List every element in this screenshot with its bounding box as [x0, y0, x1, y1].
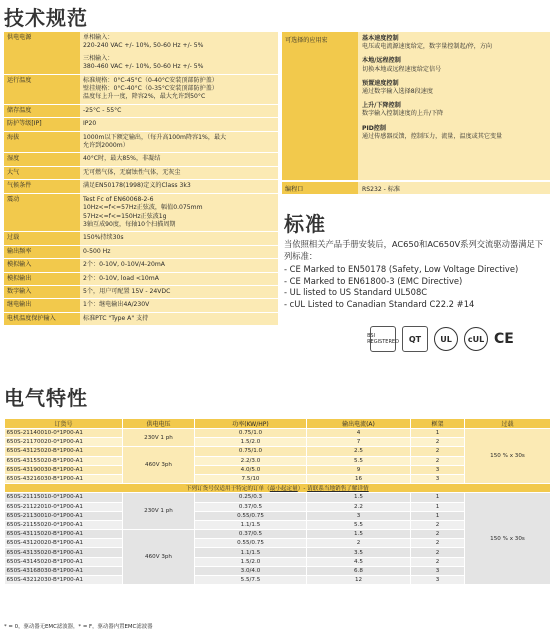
electrical-heading: 电气特性	[4, 386, 88, 410]
spec-value	[80, 153, 278, 166]
column-header: 订货号	[5, 419, 123, 429]
spec-key: 继电输出	[4, 299, 80, 312]
order-code-cell: 650S-43135020-B*1P00-A1	[5, 548, 123, 557]
power-cell: 1.1/1.5	[195, 548, 307, 557]
control-macro-title: 预置速度控制	[362, 79, 399, 87]
spec-value-line: -25°C - 55°C	[83, 106, 122, 114]
spec-value-line: 满足EN50178(1998)定义的Class 3k3	[83, 182, 191, 190]
spec-value-line: 2个：0-10V, 0-10V/4-20mA	[83, 261, 165, 269]
spec-row	[4, 104, 278, 117]
frame-cell: 2	[411, 438, 465, 447]
standard-item: - CE Marked to EN61800-3 (EMC Directive)	[284, 275, 463, 286]
supply-voltage-cell: 460V 3ph	[123, 530, 195, 585]
frame-cell: 2	[411, 548, 465, 557]
standards-intro: 当依照相关产品手册安装后，AC650和AC650V系列交流驱动器满足下列标准：	[284, 239, 544, 261]
current-cell: 2.5	[307, 447, 411, 456]
current-cell: 2	[307, 539, 411, 548]
control-macro-desc: 切换本地或远程速度给定信号	[362, 65, 442, 73]
frame-cell: 2	[411, 447, 465, 456]
spec-key: 数字输入	[4, 285, 80, 298]
power-cell: 7.5/10	[195, 474, 307, 483]
spec-value	[80, 299, 278, 312]
spec-key: 输出频率	[4, 245, 80, 258]
power-cell: 2.2/3.0	[195, 456, 307, 465]
note-text: 下列订货号仅适用于特定的订单（	[185, 486, 270, 493]
order-code-cell: 650S-21140010-0*1P00-A1	[5, 429, 123, 438]
order-code-cell: 650S-43155020-B*1P00-A1	[5, 456, 123, 465]
spec-value-line: Test Fc of EN60068-2-6	[83, 195, 154, 203]
frame-cell: 2	[411, 520, 465, 529]
frame-cell: 2	[411, 557, 465, 566]
power-cell: 4.0/5.0	[195, 465, 307, 474]
spec-row	[4, 312, 278, 325]
spec-row	[4, 180, 278, 193]
footnote: * = 0，驱动器无EMC滤波器，* = F，驱动器内置EMC滤波器	[4, 624, 153, 630]
current-cell: 6.8	[307, 566, 411, 575]
spec-value-line: 57Hz<=f<=150Hz正弦波1g	[83, 212, 167, 220]
min-order-link[interactable]: 最小起定量	[269, 486, 298, 493]
current-cell: 1.5	[307, 530, 411, 539]
current-cell: 12	[307, 576, 411, 585]
spec-row	[4, 299, 278, 312]
order-code-cell: 650S-43190030-B*1P00-A1	[5, 465, 123, 474]
spec-key: 供电电源	[4, 32, 80, 74]
spec-value-line: 三相输入：	[83, 54, 114, 62]
spec-value	[80, 180, 278, 193]
power-cell: 0.37/0.5	[195, 530, 307, 539]
control-macro-item	[362, 80, 546, 96]
current-cell: 16	[307, 474, 411, 483]
spec-value-line: 无可燃气体，无腐蚀性气体，无灰尘	[83, 168, 181, 176]
contact-sales-link[interactable]: 请联系当地销售了解详情	[307, 486, 369, 493]
current-cell: 2.2	[307, 502, 411, 511]
spec-value	[80, 131, 278, 153]
overload-cell: 150 % x 30s	[465, 429, 551, 484]
spec-value-line: 1000m以下额定输出，（每升高100m降容1%，最大	[83, 133, 227, 141]
column-header: 输出电流(A)	[307, 419, 411, 429]
power-cell: 3.0/4.0	[195, 566, 307, 575]
column-header: 功率(KW/HP)	[195, 419, 307, 429]
current-cell: 3	[307, 511, 411, 520]
qt-logo: QT	[402, 326, 428, 352]
spec-row	[4, 166, 278, 179]
supply-voltage-cell: 230V 1 ph	[123, 493, 195, 530]
spec-row	[4, 74, 278, 104]
spec-row	[4, 245, 278, 258]
order-code-cell: 650S-21170020-0*1P00-A1	[5, 438, 123, 447]
current-cell: 9	[307, 465, 411, 474]
frame-cell: 2	[411, 539, 465, 548]
power-cell: 0.37/0.5	[195, 502, 307, 511]
frame-cell: 3	[411, 465, 465, 474]
spec-value	[80, 245, 278, 258]
spec-value-line: 220-240 VAC +/- 10%, 50-60 Hz +/- 5%	[83, 42, 204, 50]
frame-cell: 1	[411, 429, 465, 438]
spec-value-line: 单相输入：	[83, 34, 114, 41]
frame-cell: 3	[411, 566, 465, 575]
spec-key: 模拟输入	[4, 259, 80, 272]
spec-row	[4, 153, 278, 166]
spec-key: 模拟输出	[4, 272, 80, 285]
control-macro-desc: 通过传感器反馈，控制压力，流量，温度或其它变量	[362, 132, 503, 140]
order-code-cell: 650S-43115020-B*1P00-A1	[5, 530, 123, 539]
spec-key: 气候条件	[4, 180, 80, 193]
frame-cell: 2	[411, 530, 465, 539]
standard-item: - cUL Listed to Canadian Standard C22.2 #14	[284, 298, 475, 309]
power-cell: 5.5/7.5	[195, 576, 307, 585]
electrical-table	[4, 418, 551, 585]
spec-table	[4, 32, 278, 326]
spec-value-line: 壁挂规格：0°C-40°C（0-35°C安装顶部防护盖）	[83, 85, 218, 93]
frame-cell: 3	[411, 576, 465, 585]
spec-value	[80, 32, 278, 74]
spec-row	[4, 118, 278, 131]
table-row	[5, 493, 551, 502]
spec-key: 湿度	[4, 153, 80, 166]
spec-value	[80, 104, 278, 117]
control-macros-list	[358, 32, 550, 180]
spec-value-line: IP20	[83, 120, 97, 128]
control-macros-box	[282, 32, 550, 180]
spec-row	[4, 272, 278, 285]
programming-port-label: 编程口	[282, 182, 358, 194]
spec-key: 储存温度	[4, 104, 80, 117]
current-cell: 4.5	[307, 557, 411, 566]
supply-voltage-cell: 230V 1 ph	[123, 429, 195, 447]
column-header: 过载	[465, 419, 551, 429]
control-macro-title: 本地/远程控制	[362, 57, 401, 65]
spec-value	[80, 259, 278, 272]
standards-list	[284, 264, 550, 310]
spec-value	[80, 312, 278, 325]
control-macro-desc: 数字输入控制速度的上升/下降	[362, 110, 444, 118]
spec-row	[4, 259, 278, 272]
spec-key: 运行温度	[4, 74, 80, 104]
frame-cell: 2	[411, 456, 465, 465]
spec-key: 防护等级[IP]	[4, 118, 80, 131]
spec-value	[80, 166, 278, 179]
order-code-cell: 650S-43125020-B*1P00-A1	[5, 447, 123, 456]
current-cell: 7	[307, 438, 411, 447]
control-macro-item	[362, 35, 546, 51]
control-macro-desc: 电压或电流源速度给定，数字量控制起/停，方向	[362, 43, 493, 51]
supply-voltage-cell: 460V 3ph	[123, 447, 195, 484]
current-cell: 5.5	[307, 520, 411, 529]
spec-value-line: 150%持续30s	[83, 234, 124, 242]
spec-value-line: 允许到2000m）	[83, 142, 129, 150]
order-note	[5, 484, 551, 493]
control-macro-desc: 通过数字输入选择8段速度	[362, 88, 433, 96]
control-macro-title: 上升/下降控制	[362, 102, 401, 110]
standard-item: - UL listed to US Standard UL508C	[284, 287, 428, 297]
spec-value-line: 2个：0-10V, load <10mA	[83, 274, 159, 282]
control-macro-item	[362, 102, 546, 118]
spec-row	[4, 285, 278, 298]
ce-logo: CE	[494, 331, 514, 347]
programming-port-row	[282, 182, 550, 194]
order-code-cell: 650S-43145020-B*1P00-A1	[5, 557, 123, 566]
bsi-registered-logo: BSI REGISTERED	[370, 326, 396, 352]
spec-value-line: 5个，用户可配置 15V - 24VDC	[83, 287, 171, 295]
spec-value	[80, 285, 278, 298]
order-code-cell: 650S-43216030-B*1P00-A1	[5, 474, 123, 483]
spec-value-line: 380-460 VAC +/- 10%, 50-60 Hz +/- 5%	[83, 63, 204, 71]
control-macro-item	[362, 57, 546, 73]
order-code-cell: 650S-21122010-0*1P00-A1	[5, 502, 123, 511]
spec-value-line: 10Hz<=f<=57Hz正弦波，幅值0.075mm	[83, 204, 203, 212]
power-cell: 0.55/0.75	[195, 511, 307, 520]
power-cell: 1.5/2.0	[195, 557, 307, 566]
order-code-cell: 650S-21155020-0*1P00-A1	[5, 520, 123, 529]
spec-key: 大气	[4, 166, 80, 179]
ul-listed-logo: UL	[434, 327, 458, 351]
spec-key: 海拔	[4, 131, 80, 153]
spec-value-line: 标准规格：0°C-45°C（0-40°C安装顶部防护盖）	[83, 76, 218, 84]
current-cell: 3.5	[307, 548, 411, 557]
spec-row	[4, 232, 278, 245]
spec-value-line: 标准PTC "Type A" 支持	[83, 314, 149, 322]
current-cell: 4	[307, 429, 411, 438]
frame-cell: 3	[411, 474, 465, 483]
order-code-cell: 650S-43120020-B*1P00-A1	[5, 539, 123, 548]
spec-value-line: 0-500 Hz	[83, 247, 111, 255]
certification-logos	[367, 322, 514, 356]
cul-listed-logo: cUL	[464, 327, 488, 351]
standards-heading: 标准	[284, 212, 326, 236]
spec-key: 过载	[4, 232, 80, 245]
frame-cell: 1	[411, 511, 465, 520]
spec-value-line: 40°C时，最大85%，非凝结	[83, 155, 161, 163]
order-code-cell: 650S-43168030-B*1P00-A1	[5, 566, 123, 575]
spec-key: 震动	[4, 193, 80, 232]
programming-port-value: RS232 - 标准	[362, 186, 400, 193]
frame-cell: 1	[411, 493, 465, 502]
specs-heading: 技术规范	[4, 6, 88, 30]
frame-cell: 1	[411, 502, 465, 511]
table-row	[5, 429, 551, 438]
order-note-row	[5, 484, 551, 493]
note-text: ）-	[297, 486, 308, 493]
spec-value	[80, 193, 278, 232]
power-cell: 0.25/0.3	[195, 493, 307, 502]
column-header: 框架	[411, 419, 465, 429]
power-cell: 1.5/2.0	[195, 438, 307, 447]
spec-key: 电机温度保护输入	[4, 312, 80, 325]
overload-cell: 150 % x 30s	[465, 493, 551, 585]
power-cell: 0.55/0.75	[195, 539, 307, 548]
spec-value	[80, 272, 278, 285]
power-cell: 0.75/1.0	[195, 429, 307, 438]
spec-row	[4, 32, 278, 74]
control-macros-label: 可选择的应用宏	[282, 32, 358, 180]
control-macro-item	[362, 125, 546, 141]
spec-value	[80, 232, 278, 245]
control-macro-title: 基本速度控制	[362, 35, 399, 42]
power-cell: 1.1/1.5	[195, 520, 307, 529]
power-cell: 0.75/1.0	[195, 447, 307, 456]
spec-value-line: 温度每上升一度，降容2%，最大允许到50°C	[83, 93, 206, 101]
spec-value-line: 3轴互成90度，每轴10个扫描周期	[83, 220, 176, 228]
control-macro-title: PID控制	[362, 124, 386, 132]
spec-value-line: 1个：继电输出4A/230V	[83, 301, 150, 309]
current-cell: 1.5	[307, 493, 411, 502]
order-code-cell: 650S-43212030-B*1P00-A1	[5, 576, 123, 585]
spec-value	[80, 74, 278, 104]
current-cell: 5.5	[307, 456, 411, 465]
column-header: 供电电压	[123, 419, 195, 429]
spec-row	[4, 193, 278, 232]
order-code-cell: 650S-21130010-0*1P00-A1	[5, 511, 123, 520]
spec-row	[4, 131, 278, 153]
spec-value	[80, 118, 278, 131]
standard-item: - CE Marked to EN50178 (Safety, Low Voltage Directive)	[284, 264, 519, 274]
order-code-cell: 650S-21115010-0*1P00-A1	[5, 493, 123, 502]
